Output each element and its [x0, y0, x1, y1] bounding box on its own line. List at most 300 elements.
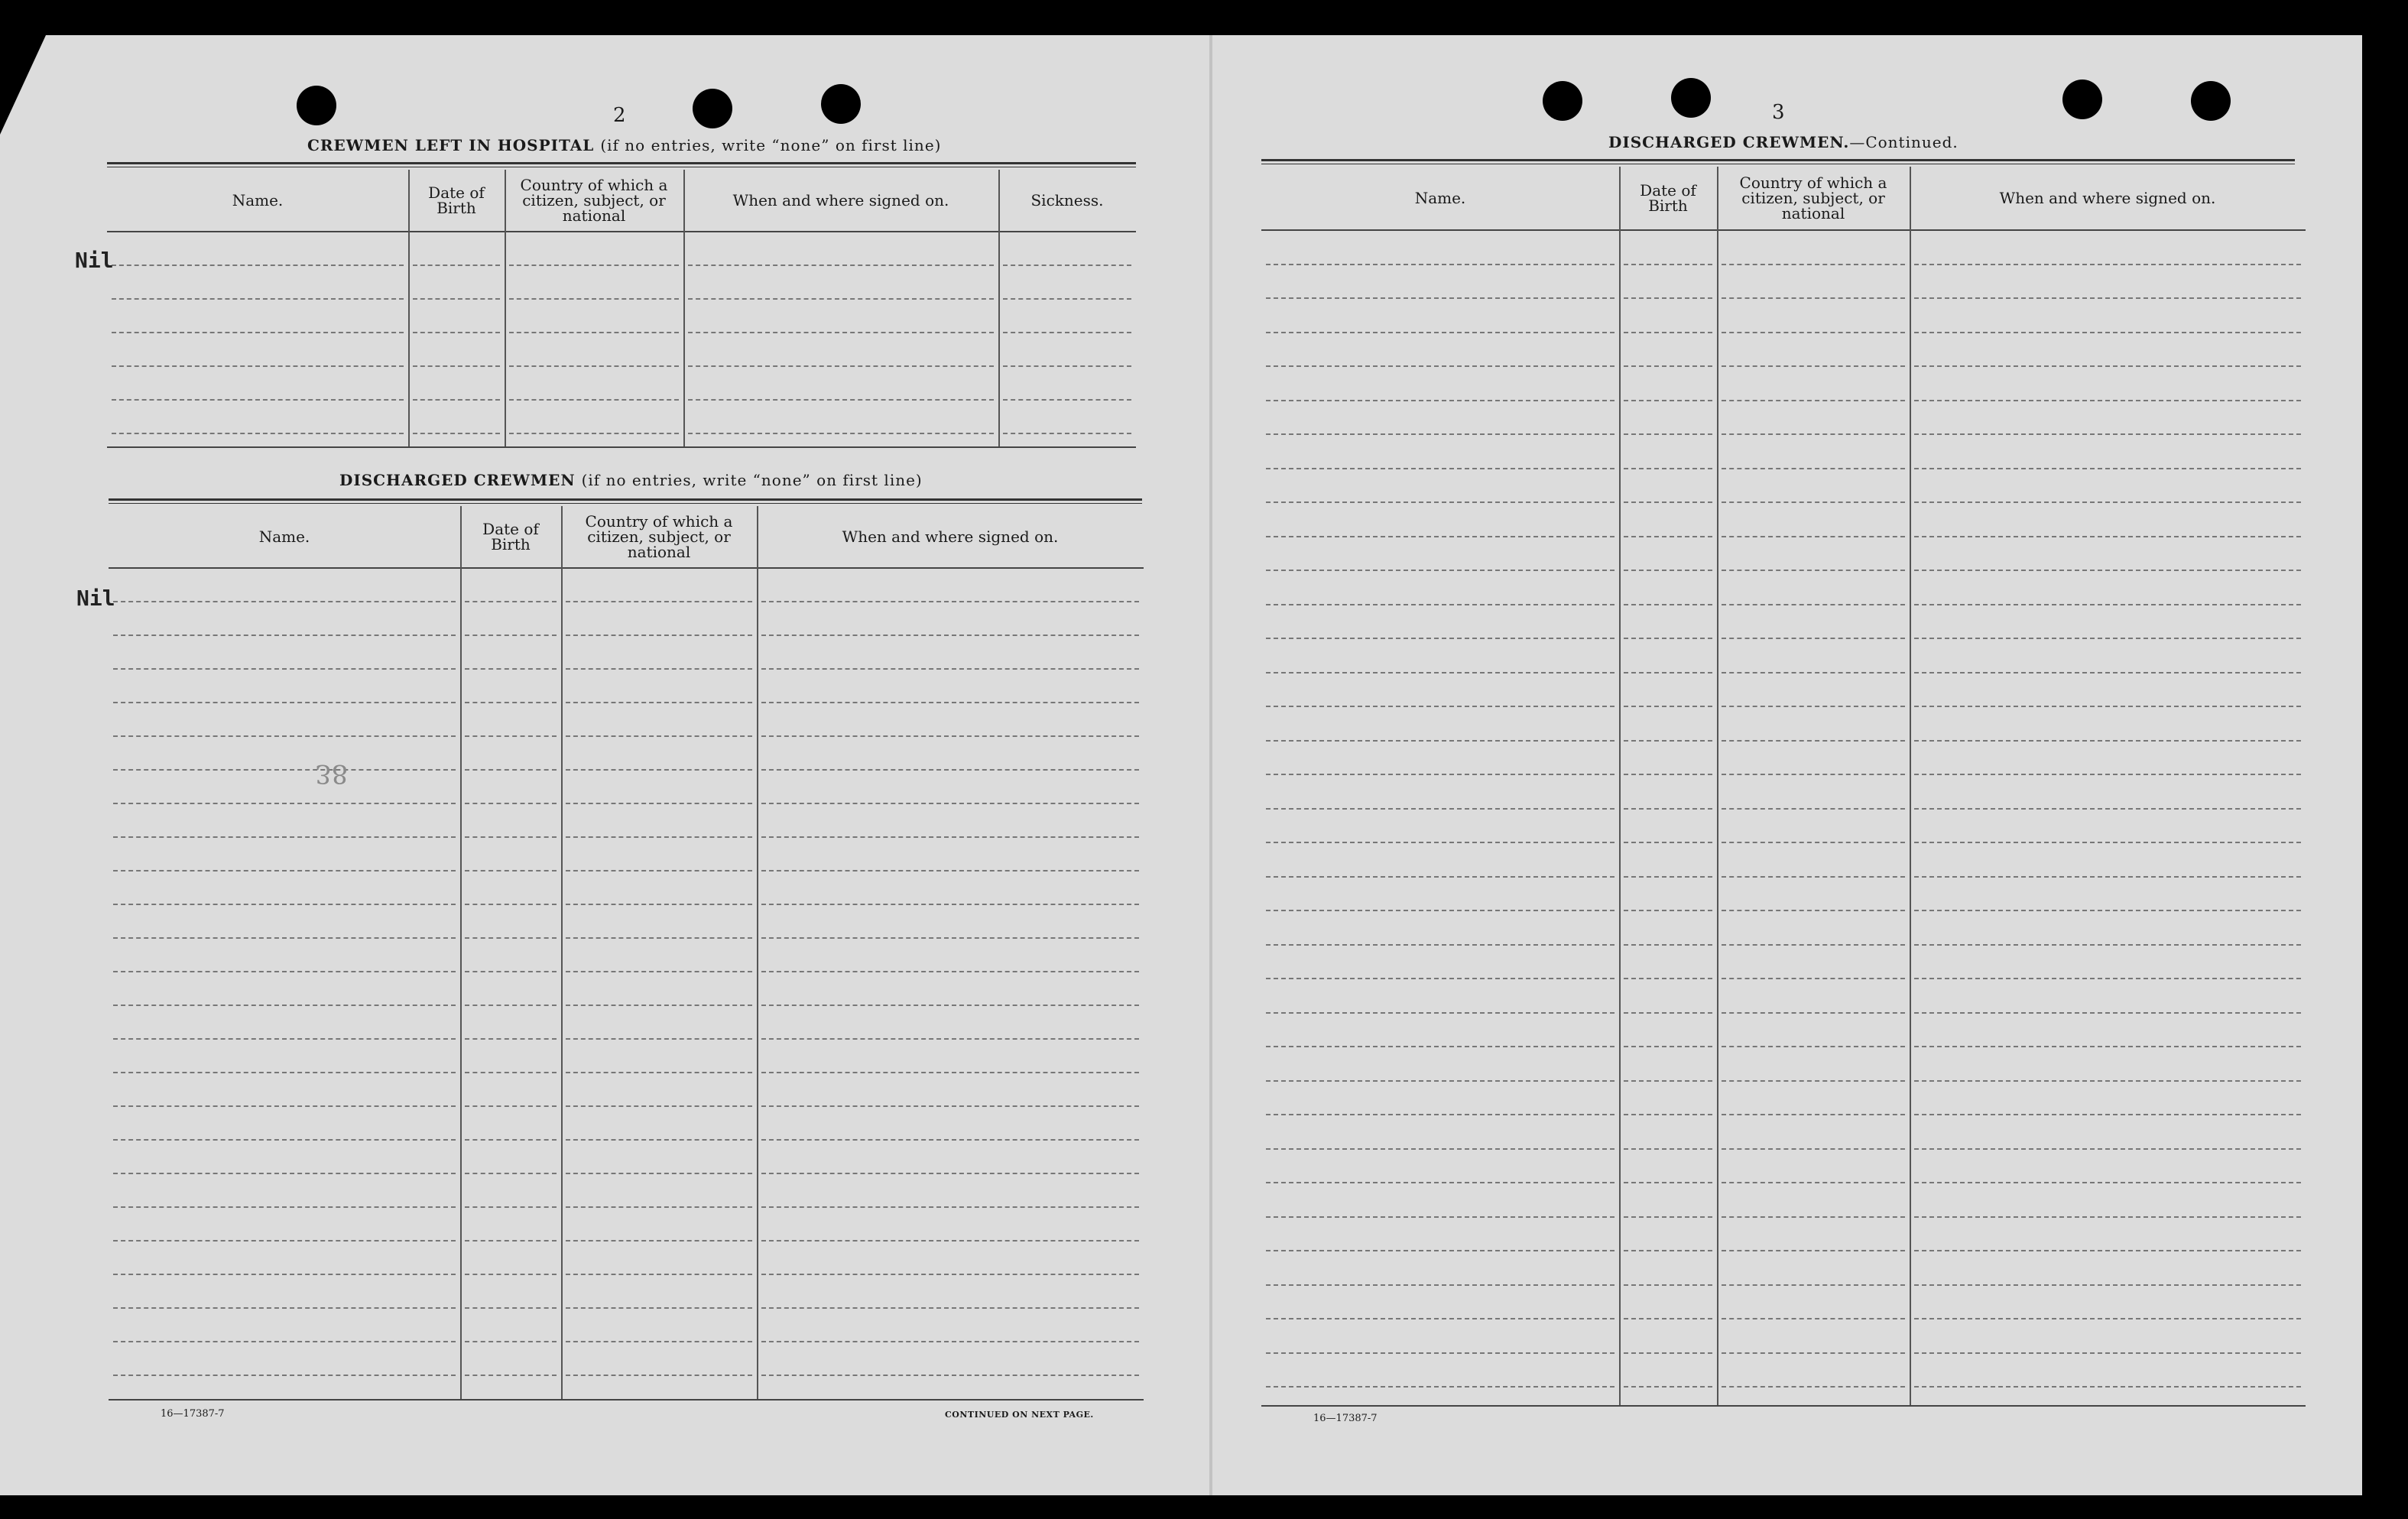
entry-line: [465, 803, 557, 804]
entry-line: [413, 365, 500, 367]
entry-line: [1624, 706, 1712, 707]
column-header: Date of Birth: [1640, 181, 1696, 215]
table-bottom-rule: [107, 446, 1136, 448]
entry-line: [1266, 1386, 1615, 1388]
entry-line: [566, 702, 752, 703]
entry-line: [761, 735, 1139, 737]
entry-line: [1266, 842, 1615, 843]
entry-line: [1722, 1352, 1905, 1354]
hospital-title-text: CREWMEN LEFT IN HOSPITAL: [307, 136, 595, 154]
entry-line: [113, 1341, 456, 1342]
entry-line: [566, 1274, 752, 1275]
entry-line: [465, 1375, 557, 1376]
entry-line: [1266, 365, 1615, 367]
entry-line: [1266, 638, 1615, 639]
entry-line: [1003, 265, 1131, 266]
entry-line: [1266, 536, 1615, 537]
column-header: When and where signed on.: [732, 191, 949, 209]
entry-line: [113, 803, 456, 804]
column-divider: [408, 170, 410, 446]
entry-line: [566, 1139, 752, 1141]
entry-line: [566, 1341, 752, 1342]
entry-line: [413, 298, 500, 300]
entry-line: [1914, 1046, 2301, 1047]
entry-line: [1722, 774, 1905, 775]
entry-line: [1914, 1352, 2301, 1354]
entry-line: [1624, 1250, 1712, 1251]
entry-line: [1722, 910, 1905, 911]
entry-line: [1722, 1012, 1905, 1014]
entry-line: [1624, 365, 1712, 367]
entry-line: [1003, 399, 1131, 401]
entry-line: [1722, 264, 1905, 265]
entry-line: [465, 635, 557, 636]
page-number: 2: [613, 104, 626, 127]
entry-line: [465, 769, 557, 771]
entry-line: [1914, 1080, 2301, 1082]
entry-line: [1266, 332, 1615, 333]
entry-line: [1722, 468, 1905, 469]
entry-line: [1266, 570, 1615, 571]
column-divider: [561, 506, 563, 1399]
entry-line: [1624, 672, 1712, 673]
column-header: Country of which a citizen, subject, or national: [520, 176, 668, 225]
entry-line: [1624, 1386, 1712, 1388]
entry-line: [1722, 536, 1905, 537]
entry-line: [1624, 468, 1712, 469]
column-header: Name.: [1414, 189, 1466, 207]
entry-line: [465, 702, 557, 703]
left-footer-code: 16—17387-7: [161, 1408, 225, 1420]
entry-line: [465, 1038, 557, 1040]
entry-line: [688, 332, 994, 333]
entry-line: [1722, 433, 1905, 435]
entry-line: [413, 265, 500, 266]
entry-line: [1624, 1080, 1712, 1082]
entry-line: [1266, 1318, 1615, 1319]
entry-line: [1266, 808, 1615, 810]
punch-hole: [2191, 81, 2231, 121]
entry-line: [1914, 740, 2301, 742]
entry-line: [761, 635, 1139, 636]
right-title-rule: [1261, 159, 2295, 164]
entry-line: [113, 971, 456, 972]
entry-line: [761, 769, 1139, 771]
entry-line: [1266, 1352, 1615, 1354]
hospital-table: [107, 170, 1136, 446]
entry-line: [112, 433, 404, 434]
column-header: Country of which a citizen, subject, or national: [1739, 174, 1887, 222]
page-number: 3: [1772, 101, 1785, 124]
table-bottom-rule: [1261, 1405, 2306, 1407]
column-divider: [460, 506, 462, 1399]
entry-line: [1266, 944, 1615, 946]
entry-line: [1266, 672, 1615, 673]
entry-line: [761, 1274, 1139, 1275]
column-divider: [998, 170, 1000, 446]
entry-line: [113, 937, 456, 939]
entry-line: [1914, 638, 2301, 639]
entry-line: [1266, 740, 1615, 742]
entry-line: [761, 1341, 1139, 1342]
entry-line: [1914, 1250, 2301, 1251]
entry-line: [465, 904, 557, 905]
entry-line: [566, 937, 752, 939]
entry-line: [761, 702, 1139, 703]
entry-line: [1722, 638, 1905, 639]
entry-line: [1722, 400, 1905, 401]
entry-line: [761, 836, 1139, 838]
entry-line: [566, 1005, 752, 1006]
entry-line: [1266, 297, 1615, 299]
column-divider: [1619, 167, 1621, 1405]
entry-line: [113, 1240, 456, 1241]
entry-line: [688, 265, 994, 266]
entry-line: [1914, 706, 2301, 707]
entry-line: [761, 1072, 1139, 1073]
entry-line: [113, 870, 456, 871]
continued-note: CONTINUED ON NEXT PAGE.: [945, 1410, 1094, 1420]
punch-hole: [2062, 80, 2102, 119]
entry-line: [1266, 706, 1615, 707]
entry-line: [1266, 604, 1615, 605]
entry-line: [465, 668, 557, 670]
punch-hole: [821, 84, 861, 124]
column-header: Date of Birth: [428, 183, 485, 217]
entry-line: [113, 1206, 456, 1208]
entry-line: [761, 1038, 1139, 1040]
entry-line: [1266, 1080, 1615, 1082]
entry-line: [113, 1307, 456, 1309]
entry-line: [566, 1307, 752, 1309]
entry-line: [509, 399, 679, 401]
entry-line: [1003, 298, 1131, 300]
entry-line: [1914, 978, 2301, 979]
entry-line: [1914, 672, 2301, 673]
entry-line: [113, 1105, 456, 1107]
entry-line: [1624, 536, 1712, 537]
entry-line: [1624, 944, 1712, 946]
entry-line: [1624, 1148, 1712, 1150]
entry-line: [1624, 1114, 1712, 1115]
entry-line: [1266, 1284, 1615, 1286]
entry-line: [1914, 842, 2301, 843]
entry-line: [1722, 604, 1905, 605]
entry-line: [1266, 501, 1615, 503]
entry-line: [1266, 876, 1615, 878]
entry-line: [566, 971, 752, 972]
punch-hole: [297, 86, 336, 125]
entry-line: [413, 433, 500, 434]
entry-line: [1003, 433, 1131, 434]
entry-line: [1266, 264, 1615, 265]
entry-line: [1914, 1114, 2301, 1115]
entry-line: [113, 635, 456, 636]
entry-line: [1266, 774, 1615, 775]
entry-line: [1624, 501, 1712, 503]
entry-line: [1003, 332, 1131, 333]
right-section-title: [1608, 133, 1959, 151]
entry-line: [1722, 1216, 1905, 1218]
entry-line: [509, 365, 679, 367]
entry-line: [761, 971, 1139, 972]
entry-line: [113, 1005, 456, 1006]
entry-line: [1624, 774, 1712, 775]
entry-line: [1722, 1182, 1905, 1183]
discharged-title-text: DISCHARGED CREWMEN: [339, 471, 576, 489]
entry-line: [1624, 638, 1712, 639]
column-divider: [757, 506, 758, 1399]
discharged-table: [109, 506, 1144, 1399]
entry-line: [465, 735, 557, 737]
punch-hole: [1543, 81, 1582, 121]
faint-stamp: 38: [315, 758, 349, 789]
entry-line: [1914, 501, 2301, 503]
entry-line: [113, 1072, 456, 1073]
entry-line: [1914, 536, 2301, 537]
entry-line: [113, 1139, 456, 1141]
entry-line: [465, 937, 557, 939]
entry-line: [113, 904, 456, 905]
entry-line: [1722, 876, 1905, 878]
entry-line: [465, 1105, 557, 1107]
entry-line: [1266, 1216, 1615, 1218]
entry-line: [465, 1341, 557, 1342]
entry-line: [566, 668, 752, 670]
entry-line: [566, 601, 752, 602]
entry-line: [1266, 433, 1615, 435]
entry-line: [509, 332, 679, 333]
entry-line: [1914, 400, 2301, 401]
hospital-title-note: (if no entries, write “none” on first line): [600, 136, 942, 154]
entry-line: [1914, 1284, 2301, 1286]
entry-line: [465, 1139, 557, 1141]
entry-line: [1722, 1386, 1905, 1388]
entry-line: [413, 332, 500, 333]
entry-line: [1624, 264, 1712, 265]
entry-line: [1003, 365, 1131, 367]
entry-line: [761, 1173, 1139, 1174]
column-header: Date of Birth: [482, 520, 539, 553]
entry-line: [1624, 1284, 1712, 1286]
entry-line: [1624, 1182, 1712, 1183]
entry-line: [1624, 400, 1712, 401]
entry-line: [1722, 842, 1905, 843]
entry-line: [113, 601, 456, 602]
entry-line: [1722, 672, 1905, 673]
entry-line: [509, 298, 679, 300]
column-header: Country of which a citizen, subject, or national: [585, 512, 733, 561]
entry-line: [566, 635, 752, 636]
entry-line: [566, 1206, 752, 1208]
entry-line: [1266, 400, 1615, 401]
entry-line: [113, 735, 456, 737]
entry-line: [1722, 365, 1905, 367]
entry-line: [566, 836, 752, 838]
entry-line: [465, 1005, 557, 1006]
entry-line: [566, 1173, 752, 1174]
entry-line: [1914, 1318, 2301, 1319]
column-divider: [683, 170, 685, 446]
entry-line: [113, 1038, 456, 1040]
entry-line: [1914, 264, 2301, 265]
entry-line: [1722, 570, 1905, 571]
entry-line: [1722, 297, 1905, 299]
entry-line: [1914, 876, 2301, 878]
entry-line: [1266, 910, 1615, 911]
column-divider: [1717, 167, 1718, 1405]
entry-line: [1722, 1318, 1905, 1319]
page-fold: [1209, 35, 1212, 1495]
column-header: Sickness.: [1030, 191, 1104, 209]
entry-line: [1624, 1046, 1712, 1047]
entry-line: [1914, 774, 2301, 775]
entry-line: [688, 399, 994, 401]
entry-line: [1624, 876, 1712, 878]
entry-line: [1266, 978, 1615, 979]
entry-line: [566, 1038, 752, 1040]
entry-line: [465, 1307, 557, 1309]
entry-line: [1266, 1148, 1615, 1150]
entry-line: [566, 1072, 752, 1073]
right-title-text: DISCHARGED CREWMEN.: [1608, 133, 1850, 151]
entry-line: [1266, 1114, 1615, 1115]
hospital-title-rule: [107, 162, 1136, 167]
entry-line: [566, 870, 752, 871]
punch-hole: [693, 89, 732, 128]
hospital-section-title: [307, 136, 941, 154]
entry-line: [465, 1173, 557, 1174]
entry-line: [1914, 332, 2301, 333]
entry-line: [1624, 297, 1712, 299]
entry-line: [566, 1240, 752, 1241]
entry-line: [413, 399, 500, 401]
entry-line: [1914, 1148, 2301, 1150]
column-header: When and where signed on.: [842, 527, 1059, 546]
entry-line: [761, 1375, 1139, 1376]
entry-line: [1624, 978, 1712, 979]
entry-line: [1914, 570, 2301, 571]
discharged-title-rule: [109, 498, 1142, 504]
entry-line: [1914, 433, 2301, 435]
entry-line: [1914, 1386, 2301, 1388]
discharged-section-title: [339, 471, 923, 489]
entry-line: [1624, 570, 1712, 571]
entry-line: [465, 601, 557, 602]
entry-line: [1722, 1148, 1905, 1150]
entry-line: [761, 1005, 1139, 1006]
entry-line: [1722, 808, 1905, 810]
entry-line: [566, 1105, 752, 1107]
entry-line: [1722, 501, 1905, 503]
entry-line: [1722, 944, 1905, 946]
entry-line: [113, 702, 456, 703]
entry-line: [1722, 706, 1905, 707]
entry-line: [465, 836, 557, 838]
entry-line: [761, 904, 1139, 905]
entry-line: [1914, 1182, 2301, 1183]
punch-hole: [1671, 78, 1711, 118]
entry-line: [1624, 433, 1712, 435]
entry-line: [566, 1375, 752, 1376]
entry-line: [112, 399, 404, 401]
entry-line: [1722, 978, 1905, 979]
entry-line: [1914, 910, 2301, 911]
entry-line: [1914, 1012, 2301, 1014]
entry-line: [113, 836, 456, 838]
entry-line: [113, 769, 456, 771]
entry-line: [1266, 1182, 1615, 1183]
entry-line: [1624, 1012, 1712, 1014]
table-bottom-rule: [109, 1399, 1144, 1401]
entry-line: [112, 332, 404, 333]
entry-line: [1722, 740, 1905, 742]
entry-line: [566, 803, 752, 804]
entry-line: [761, 937, 1139, 939]
entry-line: [113, 1173, 456, 1174]
entry-line: [688, 433, 994, 434]
entry-line: [1722, 1080, 1905, 1082]
entry-line: [465, 971, 557, 972]
entry-line: [112, 298, 404, 300]
entry-line: [1266, 1046, 1615, 1047]
entry-line: [761, 668, 1139, 670]
entry-line: [761, 1240, 1139, 1241]
entry-line: [566, 769, 752, 771]
entry-line: [509, 265, 679, 266]
entry-line: [1914, 604, 2301, 605]
discharged-title-note: (if no entries, write “none” on first line): [581, 471, 923, 489]
entry-line: [465, 870, 557, 871]
entry-line: [112, 265, 404, 266]
entry-line: [688, 365, 994, 367]
entry-line: [1914, 468, 2301, 469]
entry-line: [1722, 1114, 1905, 1115]
entry-line: [465, 1072, 557, 1073]
entry-line: [1266, 1250, 1615, 1251]
entry-line: [112, 365, 404, 367]
entry-line: [761, 601, 1139, 602]
entry-line: [1624, 604, 1712, 605]
entry-line: [1624, 1318, 1712, 1319]
entry-line: [1624, 1352, 1712, 1354]
entry-line: [1722, 1284, 1905, 1286]
entry-line: [1914, 365, 2301, 367]
column-divider: [505, 170, 506, 446]
entry-line: [1266, 1012, 1615, 1014]
entry-line: [761, 1105, 1139, 1107]
column-header: Name.: [232, 191, 284, 209]
entry-line: [465, 1206, 557, 1208]
entry-line: [113, 668, 456, 670]
entry-line: [113, 1274, 456, 1275]
right-title-note: —Continued.: [1849, 133, 1959, 151]
column-header: Name.: [258, 527, 310, 546]
entry-line: [761, 803, 1139, 804]
entry-line: [761, 1307, 1139, 1309]
entry-line: [1266, 468, 1615, 469]
entry-line: [1624, 808, 1712, 810]
right-footer-code: 16—17387-7: [1313, 1413, 1378, 1424]
entry-line: [113, 1375, 456, 1376]
entry-line: [1722, 1250, 1905, 1251]
column-header: When and where signed on.: [1999, 189, 2216, 207]
entry-line: [1914, 944, 2301, 946]
entry-line: [1914, 808, 2301, 810]
entry-line: [1624, 1216, 1712, 1218]
entry-line: [761, 870, 1139, 871]
entry-line: [509, 433, 679, 434]
